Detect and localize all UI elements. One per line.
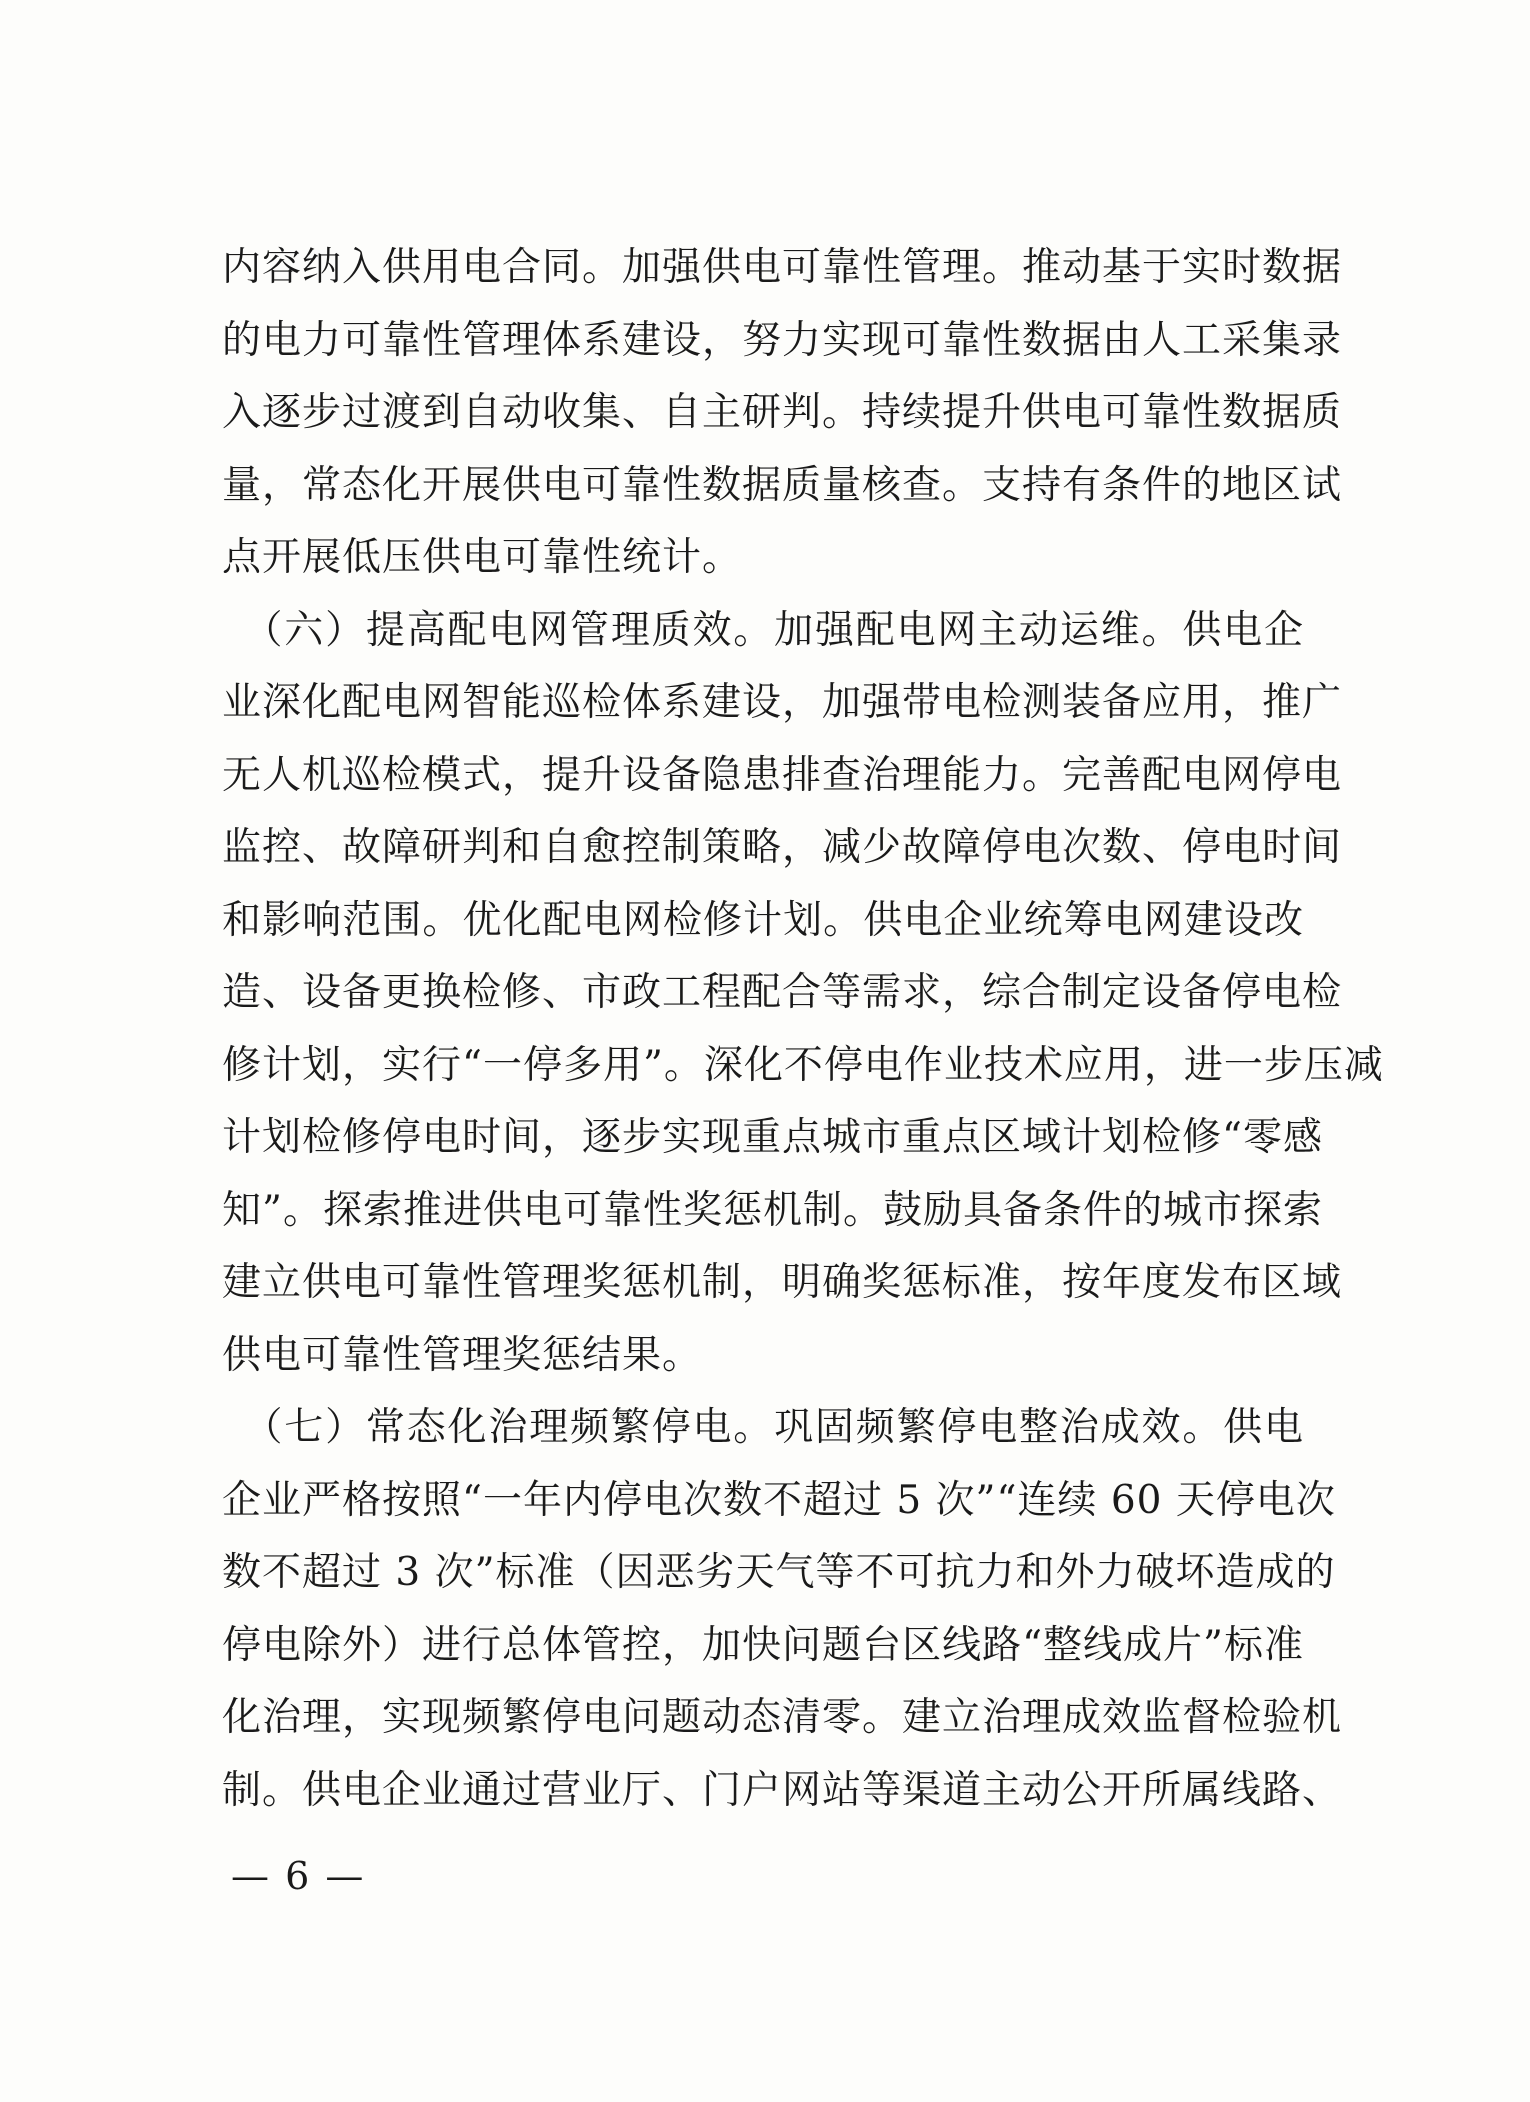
text-line: 化治理，实现频繁停电问题动态清零。建立治理成效监督检验机 [222,1695,1343,1740]
text-line: 无人机巡检模式，提升设备隐患排查治理能力。完善配电网停电 [222,752,1343,798]
text-line: （七）常态化治理频繁停电。巩固频繁停电整治成效。供电 [243,1405,1304,1450]
text-line: 内容纳入供用电合同。加强供电可靠性管理。推动基于实时数据 [222,245,1343,290]
text-line: （六）提高配电网管理质效。加强配电网主动运维。供电企 [243,607,1304,653]
text-line: 和影响范围。优化配电网检修计划。供电企业统筹电网建设改 [222,897,1304,943]
text-line: 修计划，实行“一停多用”。深化不停电作业技术应用，进一步压减 [222,1042,1384,1088]
text-line: 监控、故障研判和自愈控制策略，减少故障停电次数、停电时间 [222,825,1343,870]
text-line: 知”。探索推进供电可靠性奖惩机制。鼓励具备条件的城市探索 [222,1187,1323,1233]
text-line: 业深化配电网智能巡检体系建设，加强带电检测装备应用，推广 [222,680,1343,725]
text-line: 点开展低压供电可靠性统计。 [222,535,743,580]
text-line: 停电除外）进行总体管控，加快问题台区线路“整线成片”标准 [222,1622,1304,1668]
text-line: 制。供电企业通过营业厅、门户网站等渠道主动公开所属线路、 [222,1767,1343,1813]
text-line: 供电可靠性管理奖惩结果。 [222,1332,703,1378]
text-line: 的电力可靠性管理体系建设，努力实现可靠性数据由人工采集录 [222,317,1343,363]
page-number: — 6 — [231,1854,366,1898]
document-body [222,232,1384,1827]
text-line: 入逐步过渡到自动收集、自主研判。持续提升供电可靠性数据质 [222,390,1343,435]
text-line: 建立供电可靠性管理奖惩机制，明确奖惩标准，按年度发布区域 [222,1260,1343,1305]
text-line: 量，常态化开展供电可靠性数据质量核查。支持有条件的地区试 [222,462,1343,508]
text-line: 企业严格按照“一年内停电次数不超过 5 次”“连续 60 天停电次 [222,1477,1336,1523]
text-line: 数不超过 3 次”标准（因恶劣天气等不可抗力和外力破坏造成的 [222,1550,1336,1595]
text-line: 计划检修停电时间，逐步实现重点城市重点区域计划检修“零感 [222,1115,1323,1160]
text-line: 造、设备更换检修、市政工程配合等需求，综合制定设备停电检 [222,970,1343,1015]
